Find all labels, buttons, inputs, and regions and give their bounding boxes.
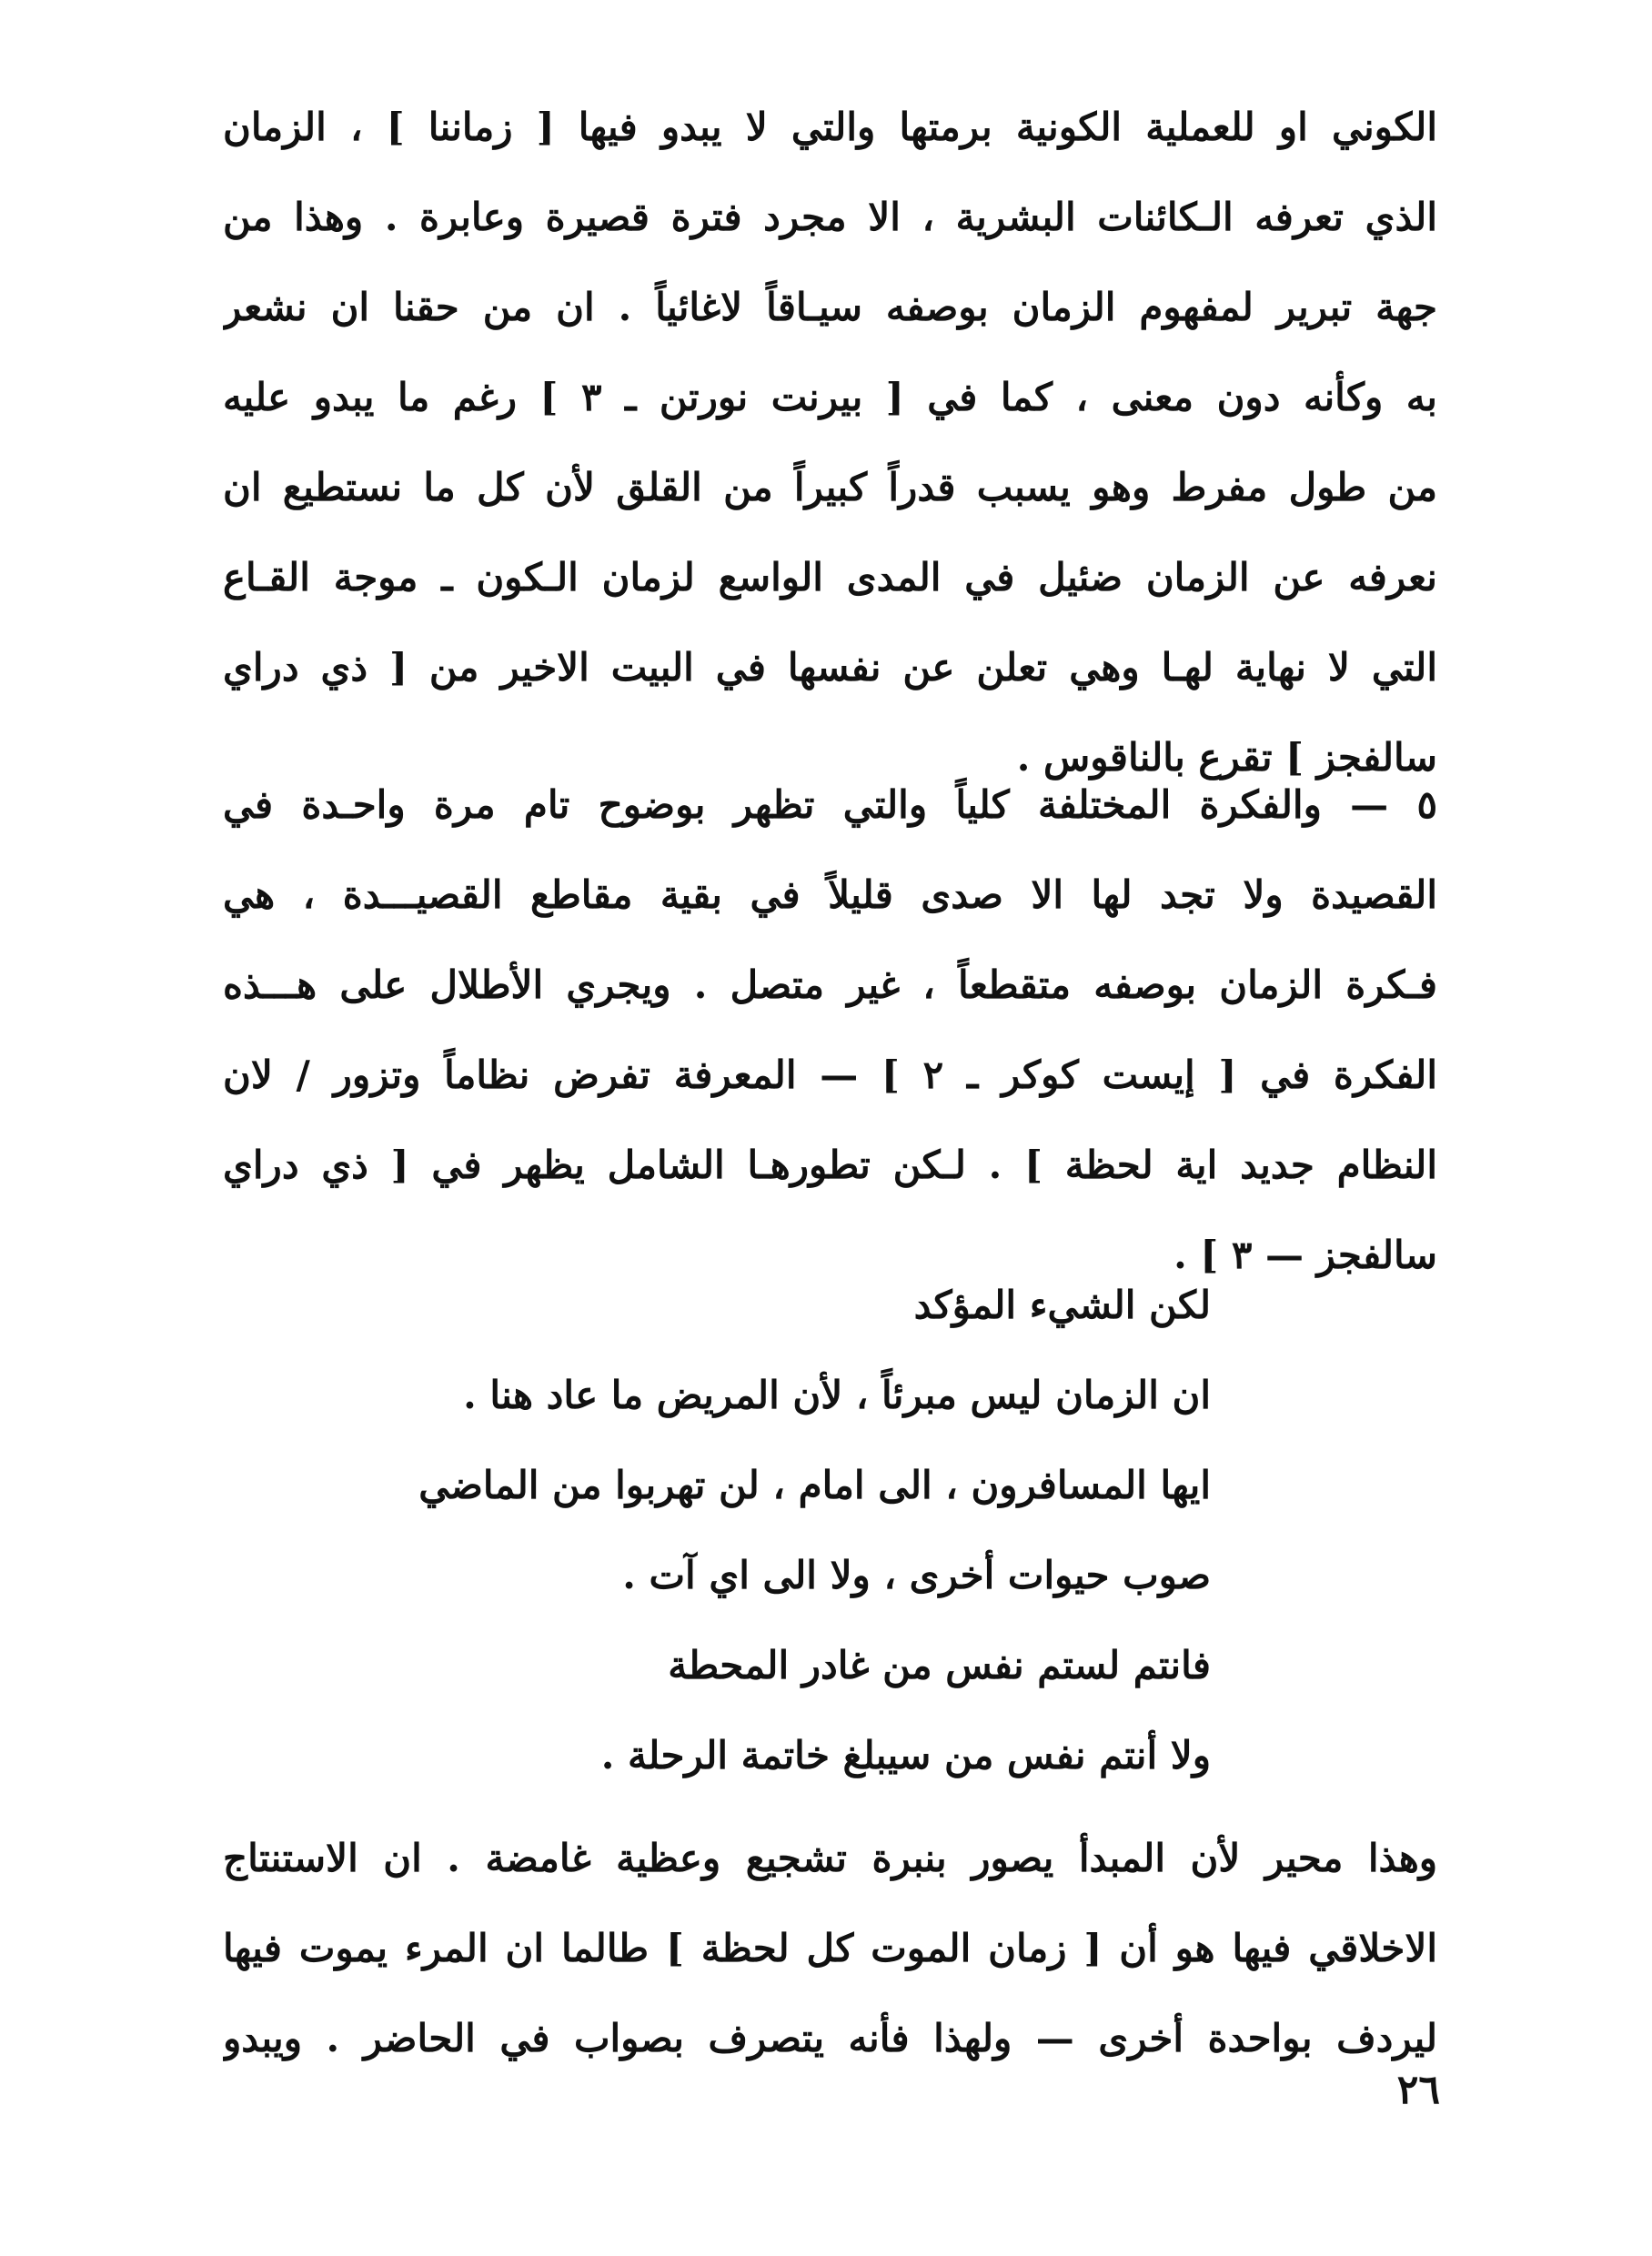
text-line: فـكرة الزمان بوصفه متقطعاً ، غير متصل . ويجري الأطلال على هـــذه: [223, 962, 1437, 1007]
verse-line: فانتم لستم نفس من غادر المحطة: [668, 1643, 1211, 1687]
text-line: الفكرة في [ إيست كوكر ـ ٢ ] — المعرفة تفرض نظاماً وتزور / لان: [223, 1052, 1437, 1097]
text-line: وهذا محير لأن المبدأ يصور بنبرة تشجيع وعظية غامضة . ان الاستنتاج: [223, 1836, 1437, 1880]
text-line: به وكأنه دون معنى ، كما في [ بيرنت نورتن ـ ٣ ] رغم ما يبدو عليه: [223, 375, 1437, 419]
text-line: ٥ — والفكرة المختلفة كلياً والتي تظهر بوضوح تام مرة واحـدة في: [223, 782, 1437, 827]
text-line: النظام جديد اية لحظة ] . لـكن تطورهـا الشامل يظهر في [ ذي دراي: [223, 1143, 1437, 1187]
verse-line: لكن الشيء المؤكد: [913, 1283, 1211, 1327]
text-line: نعرفه عن الزمان ضئيل في المدى الواسع لزمان الـكون ـ موجة القـاع: [223, 555, 1437, 599]
text-line: الاخلاقي فيها هو أن [ زمان الموت كل لحظة ] طالما ان المرء يموت فيها: [223, 1926, 1437, 1970]
text-line: من طول مفرط وهو يسبب قدراً كبيراً من القلق لأن كل ما نستطيع ان: [223, 465, 1437, 509]
verse-line: ولا أنتم نفس من سيبلغ خاتمة الرحلة .: [600, 1733, 1211, 1778]
paragraph-2: [223, 760, 1437, 1300]
verse-line: صوب حيوات أخرى ، ولا الى اي آت .: [622, 1553, 1211, 1597]
text-line: التي لا نهاية لهـا وهي تعلن عن نفسها في البيت الاخير من [ ذي دراي: [223, 645, 1437, 690]
text-line: سالفجز ] تقرع بالناقوس .: [1016, 735, 1437, 780]
verse-line: ايها المسافرون ، الى امام ، لن تهربوا من الماضي: [418, 1463, 1211, 1507]
text-line: جهة تبرير لمفهوم الزمان بوصفه سيـاقاً لاغائياً . ان من حقنا ان نشعر: [223, 285, 1437, 329]
paragraph-1: [223, 82, 1437, 802]
text-line: القصيدة ولا تجد لها الا صدى قليلاً في بقية مقاطع القصيـــدة ، هي: [223, 872, 1437, 917]
text-line: سالفجز — ٣ ] .: [1174, 1233, 1437, 1277]
text-line: ليردف بواحدة أخرى — ولهذا فأنه يتصرف بصواب في الحاضر . ويبدو: [223, 2016, 1437, 2060]
paragraph-3: [223, 1813, 1437, 2083]
page-number: ٢٦: [1396, 2067, 1440, 2113]
text-line: الكوني او للعملية الكونية برمتها والتي لا يبدو فيها [ زماننا ] ، الزمان: [223, 105, 1437, 149]
poem-quotation: [418, 1260, 1211, 1800]
text-line: الذي تعرفه الـكائنات البشرية ، الا مجرد فترة قصيرة وعابرة . وهذا من: [223, 195, 1437, 239]
verse-line: ان الزمان ليس مبرئاً ، لأن المريض ما عاد هنا .: [463, 1373, 1211, 1417]
